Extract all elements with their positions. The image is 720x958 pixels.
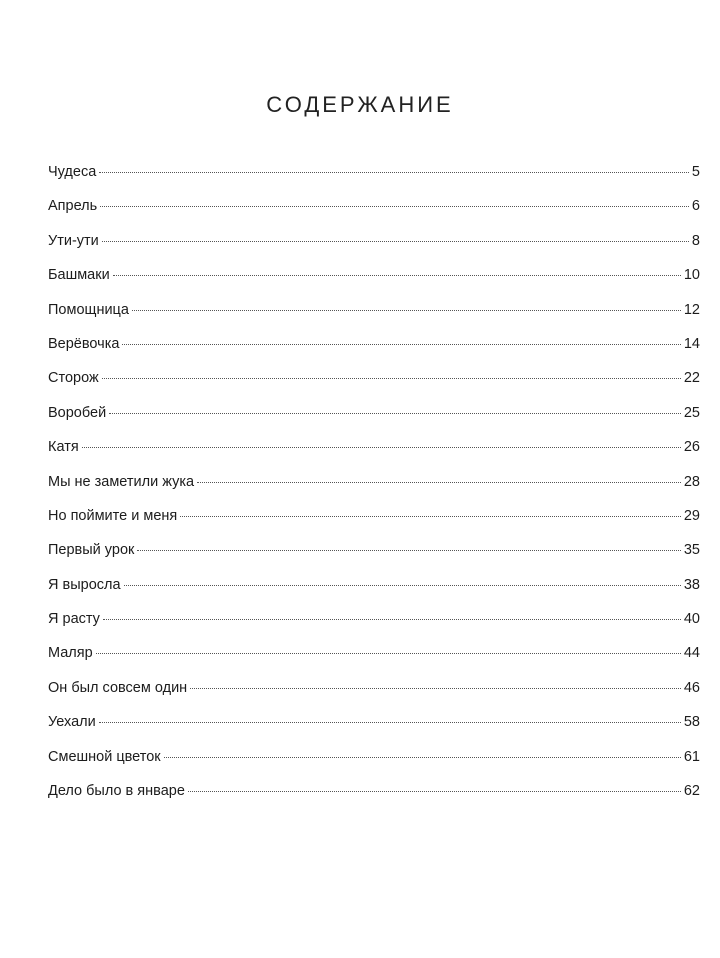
toc-page-number: 12 bbox=[683, 301, 700, 318]
dot-leader bbox=[102, 377, 681, 379]
dot-leader bbox=[99, 171, 689, 173]
dot-leader bbox=[137, 549, 680, 551]
toc-entry bbox=[48, 229, 700, 263]
toc-entry bbox=[48, 160, 700, 194]
dot-leader bbox=[197, 481, 681, 483]
toc-page-number: 38 bbox=[683, 576, 700, 593]
dot-leader bbox=[102, 240, 689, 242]
toc-page-number: 5 bbox=[691, 164, 700, 180]
toc-entry bbox=[48, 470, 700, 504]
toc-entry-title: Смешной цветок bbox=[48, 748, 161, 765]
toc-entry-title: Маляр bbox=[48, 645, 93, 662]
toc-entry-title: Первый урок bbox=[48, 542, 135, 559]
toc-entry bbox=[48, 538, 700, 572]
toc-entry-title: Сторож bbox=[48, 370, 99, 387]
toc-entry-title: Башмаки bbox=[48, 267, 110, 284]
toc-entry-title: Чудеса bbox=[48, 164, 97, 180]
toc-page-number: 25 bbox=[683, 404, 700, 421]
toc-page-number: 29 bbox=[683, 507, 700, 524]
toc-page-number: 8 bbox=[691, 232, 700, 249]
toc-entry-title: Верёвочка bbox=[48, 335, 120, 352]
toc-entry bbox=[48, 435, 700, 469]
toc-entry bbox=[48, 194, 700, 228]
toc-entry bbox=[48, 401, 700, 435]
toc-page-number: 58 bbox=[683, 714, 700, 731]
toc-page-number: 6 bbox=[691, 198, 700, 215]
table-of-contents bbox=[48, 160, 700, 813]
dot-leader bbox=[103, 618, 681, 620]
dot-leader bbox=[113, 274, 681, 276]
toc-entry bbox=[48, 607, 700, 641]
toc-entry bbox=[48, 779, 700, 813]
toc-entry bbox=[48, 366, 700, 400]
toc-entry-title: Но поймите и меня bbox=[48, 507, 178, 524]
dot-leader bbox=[96, 652, 681, 654]
toc-page-number: 40 bbox=[683, 611, 700, 628]
toc-entry-title: Помощница bbox=[48, 301, 129, 318]
toc-entry bbox=[48, 710, 700, 744]
toc-entry-title: Я расту bbox=[48, 611, 100, 628]
toc-page-number: 35 bbox=[683, 542, 700, 559]
page-title: СОДЕРЖАНИЕ bbox=[266, 92, 454, 117]
toc-entry-title: Мы не заметили жука bbox=[48, 473, 195, 490]
toc-entry-title: Дело было в январе bbox=[48, 783, 185, 800]
toc-entry-title: Уехали bbox=[48, 714, 96, 731]
dot-leader bbox=[122, 343, 680, 345]
toc-entry-title: Катя bbox=[48, 439, 79, 456]
toc-entry bbox=[48, 745, 700, 779]
toc-entry bbox=[48, 641, 700, 675]
dot-leader bbox=[100, 205, 689, 207]
dot-leader bbox=[124, 584, 681, 586]
toc-entry-title: Ути-ути bbox=[48, 232, 99, 249]
toc-page-number: 14 bbox=[683, 335, 700, 352]
toc-page-number: 61 bbox=[683, 748, 700, 765]
toc-entry-title: Воробей bbox=[48, 404, 107, 421]
dot-leader bbox=[180, 515, 681, 517]
dot-leader bbox=[164, 756, 681, 758]
dot-leader bbox=[188, 790, 681, 792]
toc-entry bbox=[48, 298, 700, 332]
toc-entry bbox=[48, 263, 700, 297]
toc-page-number: 10 bbox=[683, 267, 700, 284]
toc-entry bbox=[48, 332, 700, 366]
toc-entry bbox=[48, 504, 700, 538]
toc-page-number: 44 bbox=[683, 645, 700, 662]
toc-entry-title: Я выросла bbox=[48, 576, 121, 593]
toc-entry bbox=[48, 573, 700, 607]
dot-leader bbox=[132, 309, 681, 311]
toc-entry-title: Апрель bbox=[48, 198, 98, 215]
toc-page-number: 22 bbox=[683, 370, 700, 387]
toc-page-number: 28 bbox=[683, 473, 700, 490]
toc-page-number: 46 bbox=[683, 679, 700, 696]
toc-entry-title: Он был совсем один bbox=[48, 679, 188, 696]
dot-leader bbox=[109, 412, 681, 414]
toc-page-number: 62 bbox=[683, 783, 700, 800]
dot-leader bbox=[190, 687, 681, 689]
dot-leader bbox=[82, 446, 681, 448]
toc-entry bbox=[48, 676, 700, 710]
toc-page-number: 26 bbox=[683, 439, 700, 456]
dot-leader bbox=[99, 721, 681, 723]
